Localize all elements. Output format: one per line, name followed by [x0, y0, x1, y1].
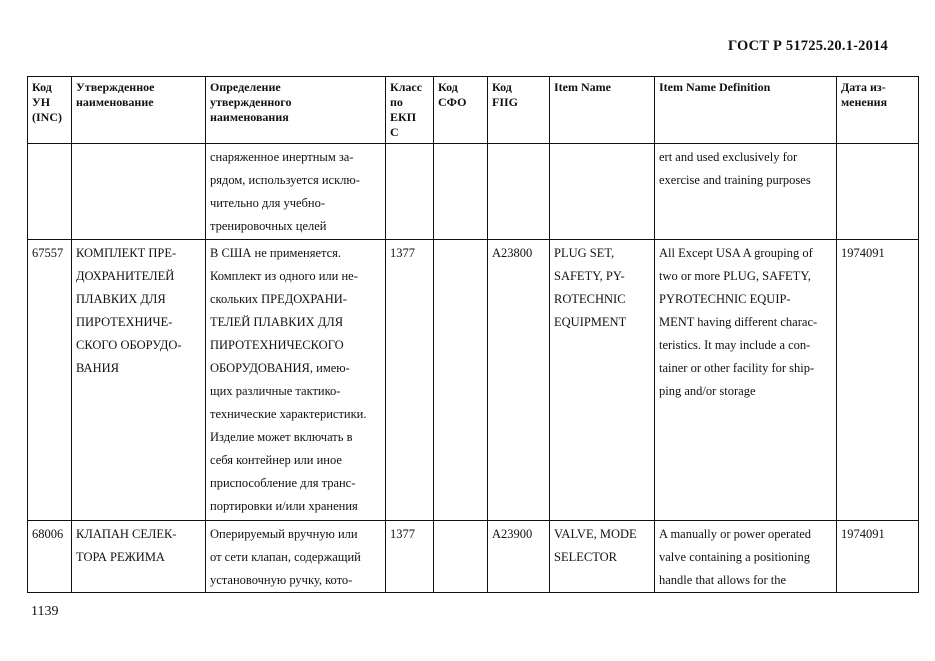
- cell-item-name: VALVE, MODE SELECTOR: [550, 521, 655, 593]
- cell-fsc: [386, 144, 434, 240]
- cell-item-definition: A manually or power operated valve containing a positioning handle that allows for the: [655, 521, 837, 593]
- col-header-date: Дата из- менения: [837, 77, 919, 144]
- col-header-definition-ru: Определение утвержденного наименования: [206, 77, 386, 144]
- cell-fsc: 1377: [386, 521, 434, 593]
- cell-inc: 68006: [28, 521, 72, 593]
- col-header-name-ru: Утвержденное наименование: [72, 77, 206, 144]
- cell-fiig: A23900: [488, 521, 550, 593]
- table-row: [28, 521, 919, 593]
- cell-date: [837, 144, 919, 240]
- cell-item-name: [550, 144, 655, 240]
- cell-name-ru: КОМПЛЕКТ ПРЕ- ДОХРАНИТЕЛЕЙ ПЛАВКИХ ДЛЯ ПИРОТЕХНИЧЕ- СКОГО ОБОРУДО- ВАНИЯ: [72, 240, 206, 521]
- cell-date: 1974091: [837, 521, 919, 593]
- cell-sfo: [434, 521, 488, 593]
- cell-fiig: [488, 144, 550, 240]
- cell-name-ru: КЛАПАН СЕЛЕК- ТОРА РЕЖИМА: [72, 521, 206, 593]
- col-header-fsc: Класс по ЕКП С: [386, 77, 434, 144]
- cell-definition-ru: В США не применяется. Комплект из одного или не- скольких ПРЕДОХРАНИ- ТЕЛЕЙ ПЛАВКИХ ДЛЯ ПИРОТЕХНИЧЕСКОГО ОБОРУДОВАНИЯ, имею- щих различные тактико- технические характеристики. Изделие может включать в себя контейнер или иное приспособление для транс- портировки и/или хранения: [206, 240, 386, 521]
- cell-sfo: [434, 144, 488, 240]
- cell-name-ru: [72, 144, 206, 240]
- classification-table: [27, 76, 919, 593]
- table-row: [28, 144, 919, 240]
- col-header-inc: Код УН (INC): [28, 77, 72, 144]
- cell-inc: [28, 144, 72, 240]
- cell-definition-ru: Оперируемый вручную или от сети клапан, содержащий установочную ручку, кото-: [206, 521, 386, 593]
- cell-item-definition: ert and used exclusively for exercise and training purposes: [655, 144, 837, 240]
- cell-definition-ru: снаряженное инертным за- рядом, используется исклю- чительно для учебно- тренировочных целей: [206, 144, 386, 240]
- cell-fsc: 1377: [386, 240, 434, 521]
- document-code: ГОСТ Р 51725.20.1-2014: [727, 38, 888, 54]
- col-header-sfo: Код СФО: [434, 77, 488, 144]
- cell-sfo: [434, 240, 488, 521]
- col-header-fiig: Код FIIG: [488, 77, 550, 144]
- cell-item-name: PLUG SET, SAFETY, PY- ROTECHNIC EQUIPMENT: [550, 240, 655, 521]
- header-row: [28, 77, 919, 144]
- cell-inc: 67557: [28, 240, 72, 521]
- cell-date: 1974091: [837, 240, 919, 521]
- table-row: [28, 240, 919, 521]
- page-number: 1139: [31, 604, 59, 619]
- cell-fiig: A23800: [488, 240, 550, 521]
- col-header-item-name: Item Name: [550, 77, 655, 144]
- cell-item-definition: All Except USA A grouping of two or more PLUG, SAFETY, PYROTECHNIC EQUIP- MENT having different charac- teristics. It may include a con- tainer or other facility for ship- ping and/or storage: [655, 240, 837, 521]
- col-header-item-definition: Item Name Definition: [655, 77, 837, 144]
